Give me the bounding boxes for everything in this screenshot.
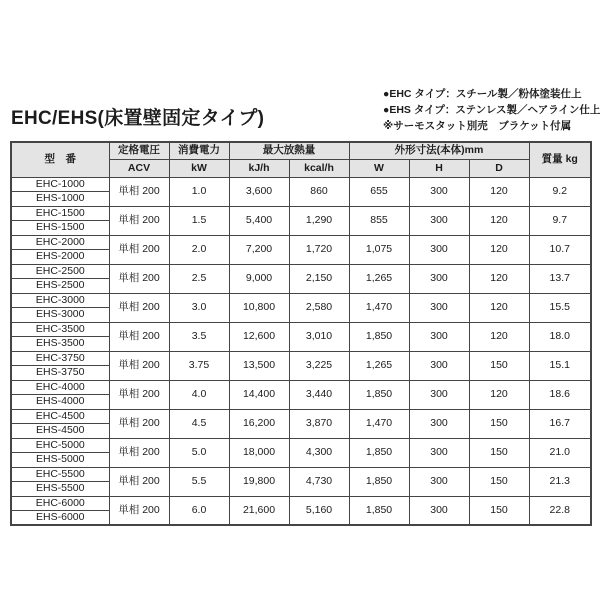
w-cell: 1,470 — [349, 409, 409, 438]
h-cell: 300 — [409, 467, 469, 496]
d-cell: 120 — [469, 380, 529, 409]
model-cell: EHC-1500 — [11, 206, 109, 221]
kw-cell: 4.0 — [169, 380, 229, 409]
kjh-cell: 21,600 — [229, 496, 289, 525]
col-header-voltage: 定格電圧 — [109, 142, 169, 159]
col-header-acv: ACV — [109, 159, 169, 177]
h-cell: 300 — [409, 351, 469, 380]
model-cell: EHS-2500 — [11, 279, 109, 294]
col-header-d: D — [469, 159, 529, 177]
spec-table — [10, 141, 592, 526]
h-cell: 300 — [409, 322, 469, 351]
kw-cell: 6.0 — [169, 496, 229, 525]
model-cell: EHC-3000 — [11, 293, 109, 308]
note-ehc-type: ●EHC タイプ：スチール製／粉体塗装仕上 — [383, 88, 582, 100]
h-cell: 300 — [409, 438, 469, 467]
product-notes — [383, 86, 600, 134]
kw-cell: 3.0 — [169, 293, 229, 322]
weight-cell: 18.0 — [529, 322, 591, 351]
kjh-cell: 7,200 — [229, 235, 289, 264]
table-row-ehc-3 — [11, 264, 591, 279]
kcalh-cell: 1,720 — [289, 235, 349, 264]
spec-table-header — [11, 142, 591, 177]
model-cell: EHS-4000 — [11, 395, 109, 410]
w-cell: 1,850 — [349, 467, 409, 496]
d-cell: 120 — [469, 322, 529, 351]
d-cell: 150 — [469, 496, 529, 525]
model-cell: EHS-3000 — [11, 308, 109, 323]
d-cell: 150 — [469, 467, 529, 496]
model-cell: EHS-5500 — [11, 482, 109, 497]
voltage-cell: 単相 200 — [109, 177, 169, 206]
voltage-cell: 単相 200 — [109, 206, 169, 235]
col-header-kcalh: kcal/h — [289, 159, 349, 177]
kjh-cell: 14,400 — [229, 380, 289, 409]
voltage-cell: 単相 200 — [109, 293, 169, 322]
header-row-top — [11, 142, 591, 159]
kcalh-cell: 3,010 — [289, 322, 349, 351]
page-title: EHC/EHS(床置壁固定タイプ) — [11, 108, 265, 129]
table-row-ehc-6 — [11, 351, 591, 366]
weight-cell: 21.0 — [529, 438, 591, 467]
model-cell: EHC-3750 — [11, 351, 109, 366]
note-thermostat: ※サーモスタット別売 ブラケット付属 — [383, 120, 572, 132]
table-row-ehc-10 — [11, 467, 591, 482]
table-row-ehc-0 — [11, 177, 591, 192]
kcalh-cell: 4,300 — [289, 438, 349, 467]
w-cell: 1,265 — [349, 351, 409, 380]
col-header-kjh: kJ/h — [229, 159, 289, 177]
kcalh-cell: 860 — [289, 177, 349, 206]
col-header-dims: 外形寸法(本体)mm — [349, 142, 529, 159]
voltage-cell: 単相 200 — [109, 438, 169, 467]
kcalh-cell: 3,225 — [289, 351, 349, 380]
col-header-power: 消費電力 — [169, 142, 229, 159]
d-cell: 120 — [469, 206, 529, 235]
kcalh-cell: 5,160 — [289, 496, 349, 525]
col-header-model: 型 番 — [11, 142, 109, 177]
w-cell: 1,850 — [349, 380, 409, 409]
table-row-ehc-7 — [11, 380, 591, 395]
weight-cell: 16.7 — [529, 409, 591, 438]
d-cell: 150 — [469, 438, 529, 467]
model-cell: EHC-4500 — [11, 409, 109, 424]
model-cell: EHC-2500 — [11, 264, 109, 279]
weight-cell: 9.2 — [529, 177, 591, 206]
h-cell: 300 — [409, 177, 469, 206]
kjh-cell: 16,200 — [229, 409, 289, 438]
weight-cell: 21.3 — [529, 467, 591, 496]
col-header-kw: kW — [169, 159, 229, 177]
model-cell: EHS-3500 — [11, 337, 109, 352]
voltage-cell: 単相 200 — [109, 467, 169, 496]
w-cell: 1,265 — [349, 264, 409, 293]
h-cell: 300 — [409, 235, 469, 264]
model-cell: EHC-5000 — [11, 438, 109, 453]
w-cell: 1,075 — [349, 235, 409, 264]
kw-cell: 3.75 — [169, 351, 229, 380]
w-cell: 1,850 — [349, 496, 409, 525]
model-cell: EHS-1000 — [11, 192, 109, 207]
table-row-ehc-9 — [11, 438, 591, 453]
h-cell: 300 — [409, 293, 469, 322]
d-cell: 120 — [469, 235, 529, 264]
table-row-ehc-2 — [11, 235, 591, 250]
voltage-cell: 単相 200 — [109, 264, 169, 293]
table-row-ehc-1 — [11, 206, 591, 221]
kjh-cell: 18,000 — [229, 438, 289, 467]
model-cell: EHC-4000 — [11, 380, 109, 395]
model-cell: EHC-2000 — [11, 235, 109, 250]
voltage-cell: 単相 200 — [109, 380, 169, 409]
h-cell: 300 — [409, 264, 469, 293]
model-cell: EHS-1500 — [11, 221, 109, 236]
kcalh-cell: 2,580 — [289, 293, 349, 322]
kw-cell: 5.0 — [169, 438, 229, 467]
weight-cell: 9.7 — [529, 206, 591, 235]
w-cell: 1,850 — [349, 322, 409, 351]
col-header-h: H — [409, 159, 469, 177]
model-cell: EHS-2000 — [11, 250, 109, 265]
col-header-heat: 最大放熱量 — [229, 142, 349, 159]
voltage-cell: 単相 200 — [109, 409, 169, 438]
h-cell: 300 — [409, 380, 469, 409]
model-cell: EHS-4500 — [11, 424, 109, 439]
kcalh-cell: 3,870 — [289, 409, 349, 438]
w-cell: 655 — [349, 177, 409, 206]
model-cell: EHS-5000 — [11, 453, 109, 468]
voltage-cell: 単相 200 — [109, 235, 169, 264]
weight-cell: 18.6 — [529, 380, 591, 409]
h-cell: 300 — [409, 206, 469, 235]
kjh-cell: 5,400 — [229, 206, 289, 235]
table-row-ehc-8 — [11, 409, 591, 424]
d-cell: 150 — [469, 351, 529, 380]
table-row-ehc-5 — [11, 322, 591, 337]
kjh-cell: 13,500 — [229, 351, 289, 380]
kjh-cell: 12,600 — [229, 322, 289, 351]
note-ehs-type: ●EHS タイプ：ステンレス製／ヘアライン仕上 — [383, 104, 600, 116]
kw-cell: 2.5 — [169, 264, 229, 293]
model-cell: EHS-6000 — [11, 511, 109, 526]
kw-cell: 3.5 — [169, 322, 229, 351]
model-cell: EHC-6000 — [11, 496, 109, 511]
table-row-ehc-4 — [11, 293, 591, 308]
weight-cell: 10.7 — [529, 235, 591, 264]
voltage-cell: 単相 200 — [109, 496, 169, 525]
kcalh-cell: 2,150 — [289, 264, 349, 293]
voltage-cell: 単相 200 — [109, 322, 169, 351]
d-cell: 150 — [469, 409, 529, 438]
kjh-cell: 3,600 — [229, 177, 289, 206]
model-cell: EHC-5500 — [11, 467, 109, 482]
kw-cell: 5.5 — [169, 467, 229, 496]
w-cell: 855 — [349, 206, 409, 235]
weight-cell: 13.7 — [529, 264, 591, 293]
model-cell: EHC-3500 — [11, 322, 109, 337]
kcalh-cell: 4,730 — [289, 467, 349, 496]
kw-cell: 1.0 — [169, 177, 229, 206]
kw-cell: 2.0 — [169, 235, 229, 264]
kw-cell: 4.5 — [169, 409, 229, 438]
h-cell: 300 — [409, 496, 469, 525]
voltage-cell: 単相 200 — [109, 351, 169, 380]
kw-cell: 1.5 — [169, 206, 229, 235]
col-header-w: W — [349, 159, 409, 177]
d-cell: 120 — [469, 177, 529, 206]
weight-cell: 22.8 — [529, 496, 591, 525]
col-header-weight: 質量 kg — [529, 142, 591, 177]
kjh-cell: 19,800 — [229, 467, 289, 496]
w-cell: 1,470 — [349, 293, 409, 322]
model-cell: EHC-1000 — [11, 177, 109, 192]
kjh-cell: 10,800 — [229, 293, 289, 322]
w-cell: 1,850 — [349, 438, 409, 467]
kjh-cell: 9,000 — [229, 264, 289, 293]
weight-cell: 15.5 — [529, 293, 591, 322]
weight-cell: 15.1 — [529, 351, 591, 380]
model-cell: EHS-3750 — [11, 366, 109, 381]
h-cell: 300 — [409, 409, 469, 438]
kcalh-cell: 3,440 — [289, 380, 349, 409]
kcalh-cell: 1,290 — [289, 206, 349, 235]
d-cell: 120 — [469, 264, 529, 293]
d-cell: 120 — [469, 293, 529, 322]
spec-table-body — [11, 177, 591, 525]
table-row-ehc-11 — [11, 496, 591, 511]
